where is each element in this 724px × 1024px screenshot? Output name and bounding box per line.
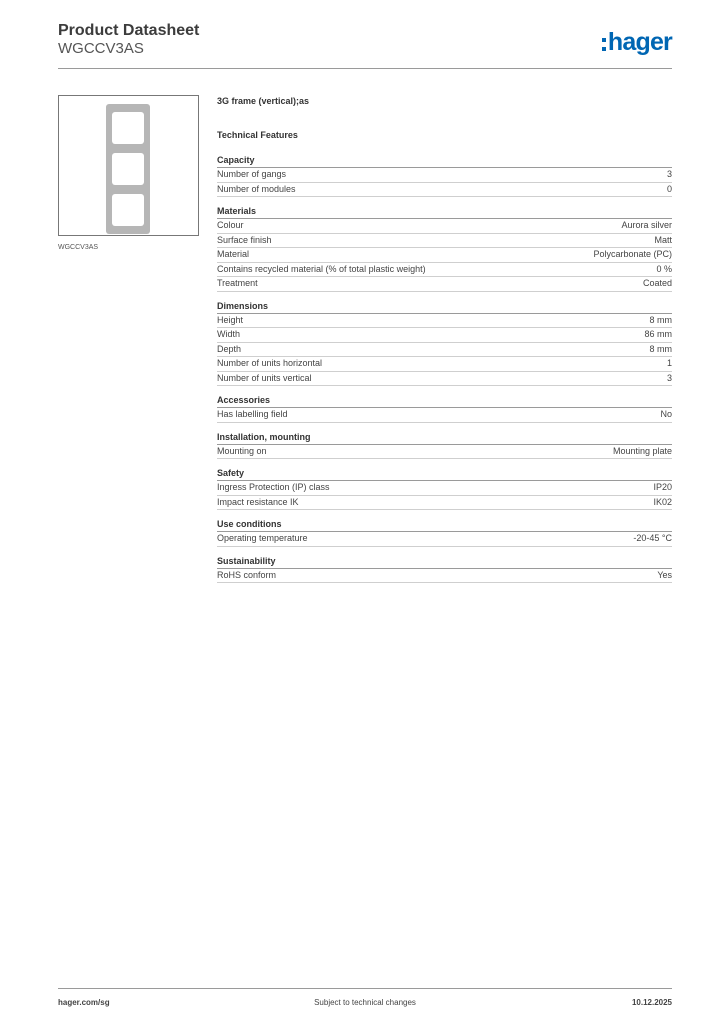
spec-row (217, 277, 672, 292)
features-heading: Technical Features (217, 130, 298, 140)
spec-section (217, 206, 672, 292)
spec-value: Yes (657, 569, 672, 580)
spec-value: 1 (666, 358, 672, 368)
spec-value: 8 mm (649, 314, 672, 325)
spec-row (217, 219, 672, 234)
spec-value: 0 (666, 183, 672, 194)
spec-row (217, 481, 672, 496)
spec-row (217, 168, 672, 183)
frame-illustration-icon (106, 104, 150, 234)
spec-section (217, 395, 672, 423)
spec-value: -20-45 °C (633, 533, 672, 543)
spec-value: Matt (654, 234, 672, 245)
spec-label: Depth (217, 343, 242, 354)
frame-window (112, 194, 144, 226)
spec-row (217, 328, 672, 343)
spec-section (217, 301, 672, 387)
section-title: Materials (217, 206, 672, 219)
spec-row (217, 496, 672, 511)
spec-label: Impact resistance IK (217, 496, 299, 507)
spec-section (217, 432, 672, 460)
spec-label: Number of modules (217, 183, 296, 194)
spec-row (217, 357, 672, 372)
spec-label: Colour (217, 220, 244, 230)
spec-section (217, 468, 672, 510)
section-title: Dimensions (217, 301, 672, 314)
header-divider (58, 68, 672, 69)
spec-value: 8 mm (649, 343, 672, 354)
spec-label: RoHS conform (217, 569, 277, 580)
section-title: Sustainability (217, 556, 672, 569)
image-caption: WGCCV3AS (58, 244, 99, 251)
datasheet-content (217, 96, 672, 592)
spec-value: IP20 (653, 482, 672, 492)
spec-label: Width (217, 329, 241, 339)
section-title: Installation, mounting (217, 432, 672, 445)
logo-wordmark: hager (607, 28, 672, 56)
spec-value: 3 (666, 169, 672, 179)
logo-dots-icon (602, 38, 606, 51)
spec-value: Coated (642, 278, 672, 288)
spec-row (217, 408, 672, 423)
spec-section (217, 155, 672, 197)
spec-label: Operating temperature (217, 533, 308, 543)
spec-label: Surface finish (217, 234, 272, 245)
section-title: Capacity (217, 155, 672, 168)
spec-row (217, 532, 672, 547)
page-title: Product Datasheet (58, 22, 200, 39)
spec-row (217, 183, 672, 198)
footer-website[interactable]: hager.com/sg (58, 998, 110, 1007)
spec-value: Polycarbonate (PC) (593, 249, 672, 259)
spec-value: Aurora silver (621, 220, 672, 230)
product-code: WGCCV3AS (58, 40, 144, 57)
spec-label: Height (217, 314, 244, 325)
spec-label: Material (217, 249, 250, 259)
frame-window (112, 112, 144, 144)
spec-row (217, 372, 672, 387)
spec-value: 86 mm (644, 329, 672, 339)
section-title: Accessories (217, 395, 672, 408)
spec-row (217, 445, 672, 460)
spec-label: Number of gangs (217, 169, 287, 179)
spec-value: 3 (666, 372, 672, 383)
spec-label: Number of units horizontal (217, 358, 323, 368)
footer-date: 10.12.2025 (631, 998, 672, 1007)
spec-value: 0 % (656, 263, 672, 274)
spec-value: IK02 (653, 496, 672, 507)
section-title: Use conditions (217, 519, 672, 532)
spec-label: Has labelling field (217, 409, 288, 419)
footer-notice: Subject to technical changes (314, 998, 416, 1007)
spec-label: Mounting on (217, 445, 267, 456)
footer-divider (58, 988, 672, 989)
spec-row (217, 263, 672, 278)
spec-section (217, 519, 672, 547)
product-description: 3G frame (vertical);as (217, 96, 310, 106)
page-header (58, 22, 199, 58)
spec-label: Number of units vertical (217, 372, 312, 383)
product-image (58, 95, 199, 236)
spec-value: Mounting plate (612, 445, 672, 456)
section-title: Safety (217, 468, 672, 481)
frame-window (112, 153, 144, 185)
spec-label: Ingress Protection (IP) class (217, 482, 330, 492)
spec-row (217, 569, 672, 584)
feature-sections (217, 155, 672, 583)
spec-row (217, 343, 672, 358)
spec-label: Contains recycled material (% of total plastic weight) (217, 263, 426, 274)
hager-logo (602, 27, 672, 57)
spec-row (217, 234, 672, 249)
spec-section (217, 556, 672, 584)
spec-row (217, 248, 672, 263)
spec-label: Treatment (217, 278, 258, 288)
spec-row (217, 314, 672, 329)
spec-value: No (660, 409, 672, 419)
